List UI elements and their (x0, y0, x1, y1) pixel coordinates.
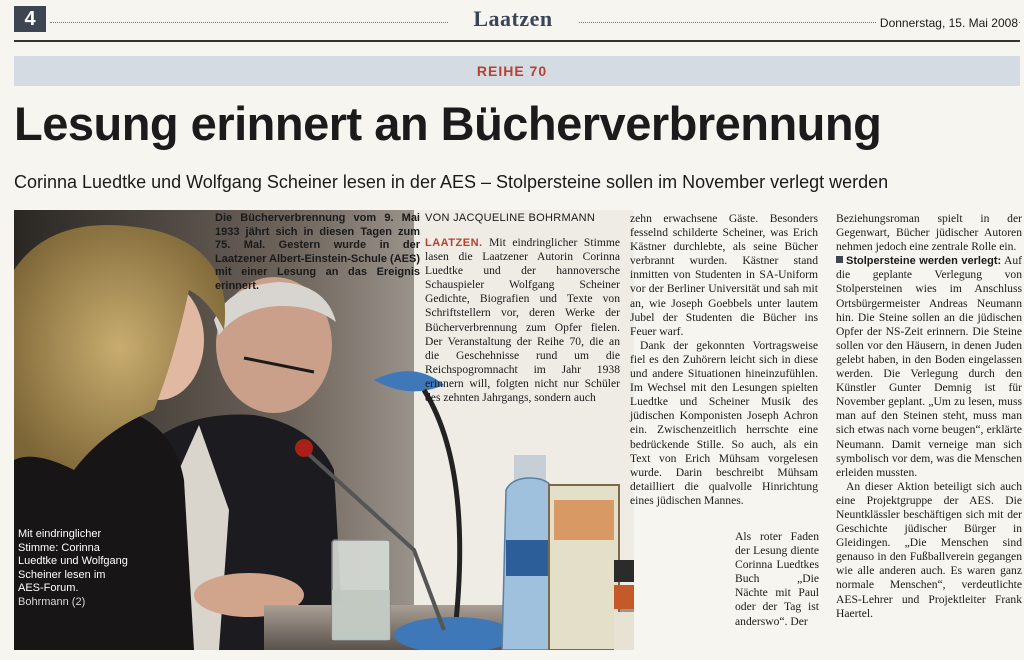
photo-credit: Bohrmann (2) (18, 595, 86, 608)
dateline: LAATZEN. (425, 237, 483, 249)
col2-paragraph-3: Als roter Faden der Lesung diente Corinna Luedtkes Buch „Die Nächte mit Paul oder der Tag ist anderswo“. Der (735, 530, 819, 628)
col1-paragraph-1: Mit eindringlicher Stimme lasen die Laatzener Autorin Corinna Luedtke und der hannoversche Schauspieler Wolfgang Scheiner Gedichte, Biografien und Texte von Schriftstellern vor, deren Werke der Bücherverbrennung zum Opfer fielen. Der Veranstaltung der Reihe 70, die an die Geschehnisse rund um die Reichspogromnacht im Jahr 1938 erinnern will, folgten nicht nur Schüler des zehnten Jahrgangs, sondern auch (425, 236, 620, 405)
headline: Lesung erinnert an Bücherverbrennung (14, 97, 882, 150)
col2-paragraph-1: zehn erwachsene Gäste. Besonders fesselnd schilderte Scheiner, was Erich Kästner durchlebte, als seine Bücher verbrannt wurden. Kästner stand inmitten von Studenten in SA-Uniform vor der Berliner Universität und sah mit an, wie Joseph Goebbels unter lautem Jubel der Studenten die Bücher ins Feuer warf. (630, 212, 818, 338)
col3-paragraph-3: An dieser Aktion beteiligt sich auch eine Projektgruppe der AES. Die Neuntklässler beschäftigen sich mit der Geschichte jüdischer Bürger in Gleidingen. „Die Menschen sind genauso in den Fußballverein gegangen wie alle anderen auch. Es waren ganz normale Menschen“, verdeutlichte AES-Lehrer und Projektleiter Frank Haertel. (836, 479, 1022, 620)
column-3 (836, 212, 1022, 621)
column-1 (425, 236, 620, 405)
column-2 (630, 212, 818, 508)
photo-overlay-text: Die Bücherverbrennung vom 9. Mai 1933 jährt sich in diesen Tagen zum 75. Mal. Gestern wurde in der Laatzener Albert-Einstein-Schule (AES) mit einer Lesung an das Ereignis erinnert. (215, 212, 420, 292)
square-bullet-icon (836, 256, 843, 263)
photo-caption (18, 528, 128, 609)
page-number: 4 (14, 6, 46, 32)
byline: VON JACQUELINE BOHRMANN (425, 212, 596, 224)
issue-date: Donnerstag, 15. Mai 2008 (876, 16, 1018, 30)
col3-paragraph-2: Auf die geplante Verlegung von Stolpersteinen wies im Anschluss Ortsbürgermeister Andreas Neumann hin. Die Steine sollen an die jüdischen Opfer der NS-Zeit erinnern. Die Steine sollen vor den Häusern, in denen Juden gelebt haben, in den Boden eingelassen werden. Die Verlegung durch den Künstler Gunter Demnig ist für November geplant. „Um zu lesen, muss man auf den Steinen steht, muss man sich etwas nach vorne beugen“, erklärte Neumann. Damit verneige man sich symbolisch vor dem, was die Menschen erleiden mussten. (836, 254, 1022, 479)
subhead: Corinna Luedtke und Wolfgang Scheiner lesen in der AES – Stolpersteine sollen im November verlegt werden (14, 172, 889, 192)
col3-subtitle: Stolpersteine werden verlegt: (846, 255, 1002, 268)
kicker: REIHE 70 (476, 63, 548, 79)
header-rule (14, 40, 1020, 42)
col3-paragraph-1: Beziehungsroman spielt in der Gegenwart, Bücher jüdischer Autoren nehmen jedoch eine zentrale Rolle ein. (836, 212, 1022, 254)
section-title: Laatzen (448, 6, 578, 32)
photo-caption-text: Mit eindringlicher Stimme: Corinna Luedtke und Wolfgang Scheiner lesen im AES-Forum. (18, 528, 128, 594)
col2-paragraph-2: Dank der gekonnten Vortragsweise fiel es den Zuhörern leicht sich in diese und andere Situationen hineinzufühlen. Im Wechsel mit den Lesungen spielten Luedtke und Scheiner Musik des jüdischen Komponisten Joseph Achron ein. Zwischenzeitlich herrschte eine bedrückende Stille. So auch, als ein Text von Erich Mühsam vorgelesen wurde. Darin beschreibt Mühsam detailliert die qualvolle Hinrichtung eines jüdischen Mannes. (630, 338, 818, 507)
